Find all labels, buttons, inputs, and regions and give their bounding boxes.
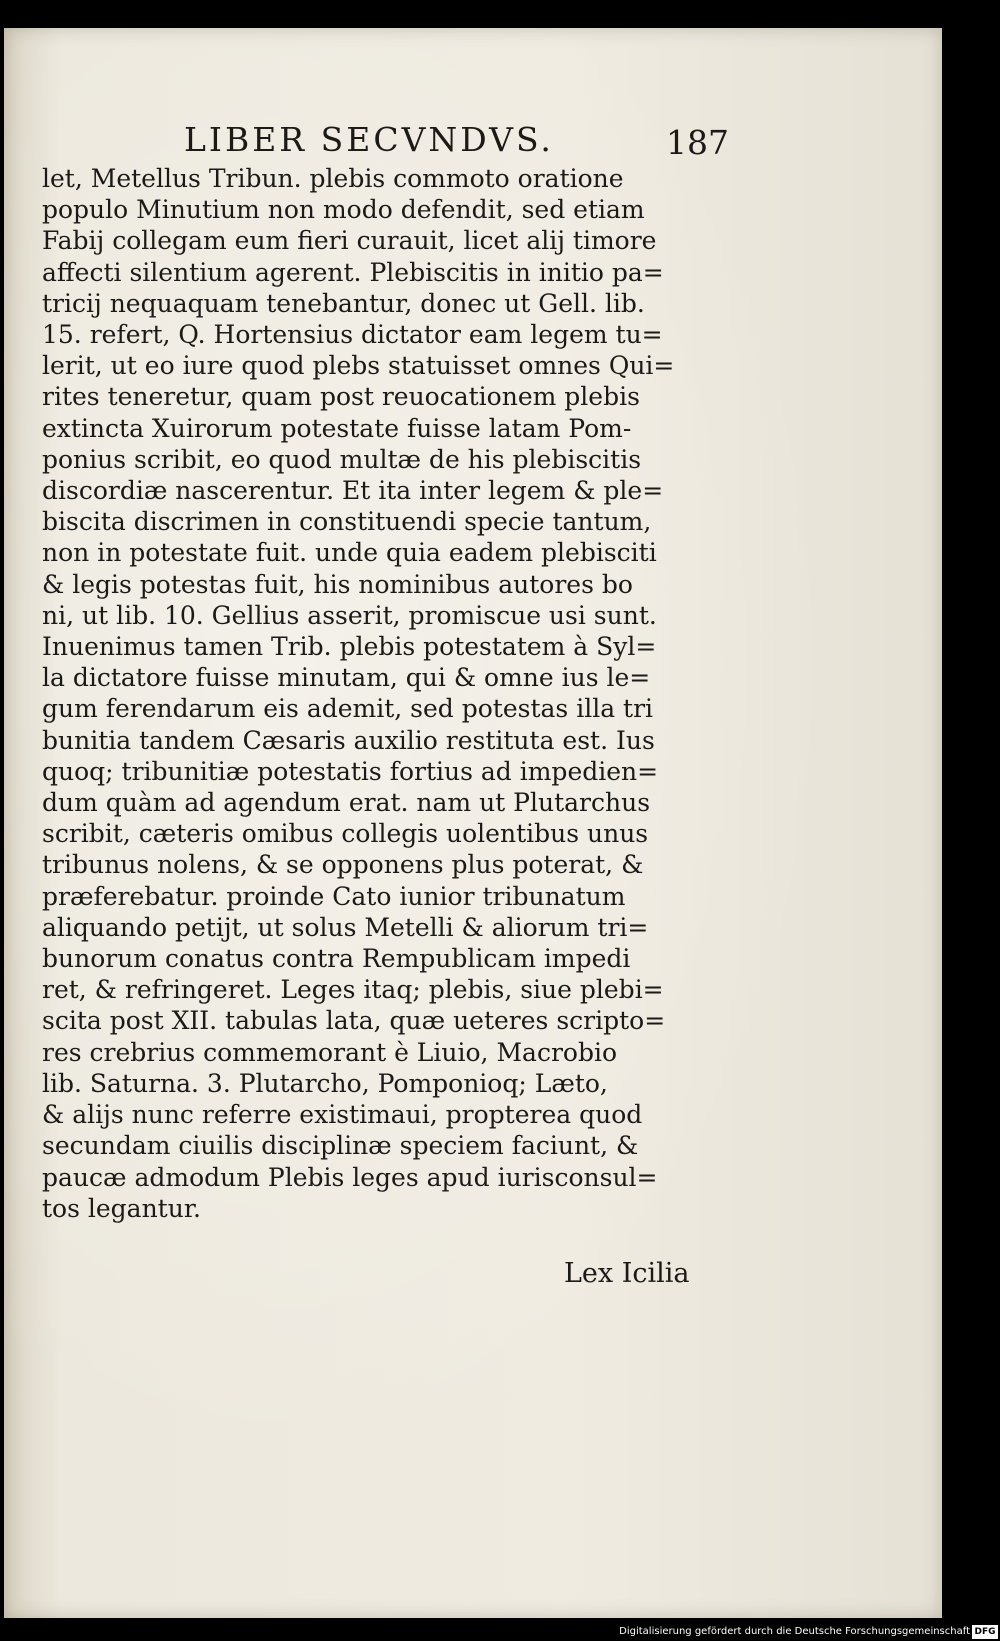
text-line: 15. refert, Q. Hortensius dictator eam legem tu= [42,320,663,350]
text-line: Inuenimus tamen Trib. plebis potestatem à Syl= [42,632,657,662]
text-line: ponius scribit, eo quod multæ de his plebiscitis [42,444,642,474]
text-line: affecti silentium agerent. Plebiscitis in initio pa= [42,257,664,287]
text-line: ni, ut lib. 10. Gellius asserit, promiscue usi sunt. [42,600,657,630]
text-line: & alijs nunc referre existimaui, propterea quod [42,1100,643,1130]
text-line: lib. Saturna. 3. Plutarcho, Pomponioq; Læto, [42,1068,608,1098]
text-line: secundam ciuilis disciplinæ speciem faciunt, & [42,1131,639,1161]
text-line: la dictatore fuisse minutam, qui & omne ius le= [42,663,651,693]
text-line: rites teneretur, quam post reuocationem plebis [42,382,640,412]
text-line: discordiæ nascerentur. Et ita inter legem & ple= [42,476,664,506]
text-line: dum quàm ad agendum erat. nam ut Plutarchus [42,788,651,818]
text-line: præferebatur. proinde Cato iunior tribunatum [42,881,626,911]
running-head: LIBER SECVNDVS. [184,120,554,159]
dfg-logo: DFG [972,1625,998,1639]
text-line: bunitia tandem Cæsaris auxilio restituta est. Ius [42,725,655,755]
text-line: scribit, cæteris omibus collegis uolentibus unus [42,819,649,849]
body-text [42,163,722,1224]
text-line: gum ferendarum eis ademit, sed potestas illa tri [42,694,654,724]
text-line: biscita discrimen in constituendi specie tantum, [42,507,652,537]
text-line: quoq; tribunitiæ potestatis fortius ad impedien= [42,756,659,786]
text-line: & legis potestas fuit, his nominibus autores bo [42,569,633,599]
text-line: paucæ admodum Plebis leges apud iurisconsul= [42,1162,658,1192]
text-line: tos legantur. [42,1193,201,1223]
text-line: populo Minutium non modo defendit, sed etiam [42,195,645,225]
text-line: ret, & refringeret. Leges itaq; plebis, siue plebi= [42,975,664,1005]
text-line: tricij nequaquam tenebantur, donec ut Gell. lib. [42,288,645,318]
book-page [4,28,942,1618]
text-line: scita post XII. tabulas lata, quæ ueteres scripto= [42,1006,666,1036]
text-line: bunorum conatus contra Rempublicam impedi [42,944,631,974]
text-line: tribunus nolens, & se opponens plus poterat, & [42,850,644,880]
funding-notice: Digitalisierung gefördert durch die Deutsche Forschungsgemeinschaft [619,1626,970,1637]
text-line: let, Metellus Tribun. plebis commoto oratione [42,164,624,193]
text-line: extincta Xuirorum potestate fuisse latam Pom- [42,413,632,443]
text-line: aliquando petijt, ut solus Metelli & aliorum tri= [42,912,649,942]
page-number: 187 [666,123,729,162]
text-line: Fabij collegam eum fieri curauit, licet alij timore [42,226,657,256]
text-line: lerit, ut eo iure quod plebs statuisset omnes Qui= [42,351,675,381]
text-line: non in potestate fuit. unde quia eadem plebisciti [42,538,657,568]
catchword: Lex Icilia [564,1258,690,1289]
text-line: res crebrius commemorant è Liuio, Macrobio [42,1037,617,1067]
